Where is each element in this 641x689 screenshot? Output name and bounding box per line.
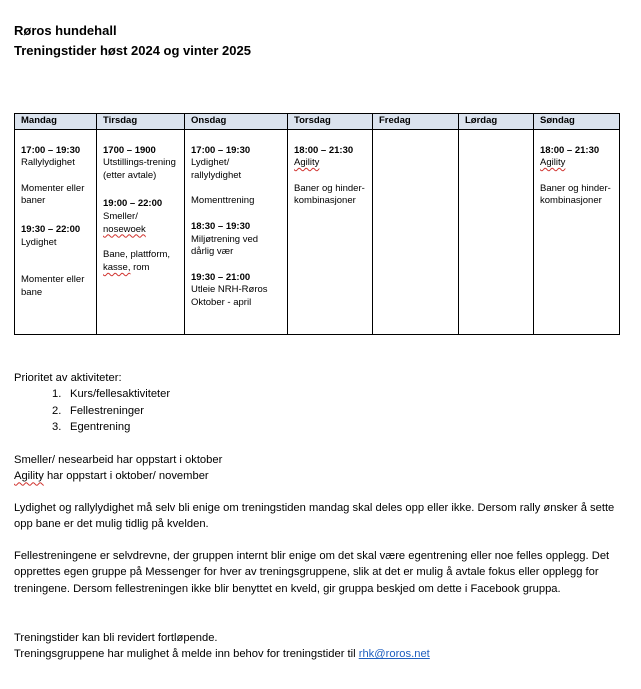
priority-heading: Prioritet av aktiviteter: <box>14 372 122 384</box>
cell-lordag <box>459 129 534 334</box>
paragraph-revision <box>14 630 624 663</box>
day-header-lordag: Lørdag <box>459 114 534 130</box>
revision-line: Treningstider kan bli revidert fortløpende. <box>14 632 218 644</box>
day-header-fredag: Fredag <box>373 114 459 130</box>
tirsdag-activity-2: Smeller/ nosewoek <box>103 210 146 235</box>
paragraph-lydighet: Lydighet og rallylydighet må selv bli enige om treningstiden mandag skal deles opp eller ikke. Dersom rally ønsker å sette opp bane er det mulig tidlig på kvelden. <box>14 502 615 531</box>
tirsdag-activity-1: Utstillings-trening (etter avtale) <box>103 157 176 181</box>
mandag-note-2: Momenter eller bane <box>21 274 85 298</box>
cell-torsdag <box>288 129 373 334</box>
mandag-note-1: Momenter eller baner <box>21 182 85 207</box>
mandag-time-2: 19:30 – 22:00 <box>21 223 81 235</box>
mandag-activity-2: Lydighet <box>21 236 57 248</box>
torsdag-time-1: 18:00 – 21:30 <box>294 144 354 156</box>
torsdag-note-1: Baner og hinder-kombinasjoner <box>294 182 365 207</box>
sondag-time-1: 18:00 – 21:30 <box>540 144 600 156</box>
onsdag-activity-2: Miljøtrening ved dårlig vær <box>191 233 259 258</box>
onsdag-time-2: 18:30 – 19:30 <box>191 220 251 232</box>
onsdag-activity-1: Lydighet/ rallylydighet <box>191 157 242 181</box>
day-header-torsdag: Torsdag <box>288 114 373 130</box>
tirsdag-time-2: 19:00 – 22:00 <box>103 198 163 210</box>
torsdag-activity-1: Agility <box>294 157 320 169</box>
list-item: 2. Fellestreninger <box>52 404 144 417</box>
priority-list <box>52 386 170 436</box>
start-notes <box>14 452 624 485</box>
sondag-note-1: Baner og hinder-kombinasjoner <box>540 182 611 207</box>
paragraph-fellestrening: Fellestreningene er selvdrevne, der gruppen internt blir enige om det skal være egentrening eller noe felles opplegg. Det opprettes egen gruppe på Messenger for hver av treningsgruppene, slik at det er mulig å avtale fokus eller opplegg for treningene. Dersom fellestreningen ikke blir benyttet en kveld, gir gruppa beskjed om dette i Facebook gruppa. <box>14 550 610 595</box>
cell-tirsdag <box>97 129 185 334</box>
day-header-sondag: Søndag <box>534 114 620 130</box>
day-header-tirsdag: Tirsdag <box>97 114 185 130</box>
contact-line: Treningsgruppene har mulighet å melde inn behov for treningstider til rhk@roros.net <box>14 648 430 661</box>
document-subtitle: Treningstider høst 2024 og vinter 2025 <box>14 43 251 58</box>
mandag-activity-1: Rallylydighet <box>21 157 75 169</box>
list-item: 1. Kurs/fellesaktiviteter <box>52 388 171 400</box>
onsdag-time-1: 17:00 – 19:30 <box>191 144 251 156</box>
schedule-header-row <box>15 114 620 130</box>
cell-fredag <box>373 129 459 334</box>
document-title: Røros hundehall <box>14 23 117 38</box>
onsdag-note-1: Momenttrening <box>191 195 255 207</box>
cell-sondag <box>534 129 620 334</box>
sondag-activity-1: Agility <box>540 157 566 169</box>
tirsdag-note: Bane, plattform, kasse, rom <box>103 249 171 273</box>
day-header-mandag: Mandag <box>15 114 97 130</box>
schedule-table <box>14 113 620 335</box>
schedule-body-row <box>15 129 620 334</box>
onsdag-time-3: 19:30 – 21:00 <box>191 271 251 283</box>
note-agility: Agility har oppstart i oktober/ november <box>14 470 209 483</box>
email-link[interactable]: rhk@roros.net <box>358 648 430 661</box>
list-item: 3. Egentrening <box>52 421 131 433</box>
tirsdag-time-1: 1700 – 1900 <box>103 144 156 156</box>
cell-mandag <box>15 129 97 334</box>
day-header-onsdag: Onsdag <box>185 114 288 130</box>
note-smeller: Smeller/ nesearbeid har oppstart i oktober <box>14 454 223 466</box>
mandag-time-1: 17:00 – 19:30 <box>21 144 81 156</box>
onsdag-activity-3: Utleie NRH-Røros Oktober - april <box>191 284 268 308</box>
cell-onsdag <box>185 129 288 334</box>
